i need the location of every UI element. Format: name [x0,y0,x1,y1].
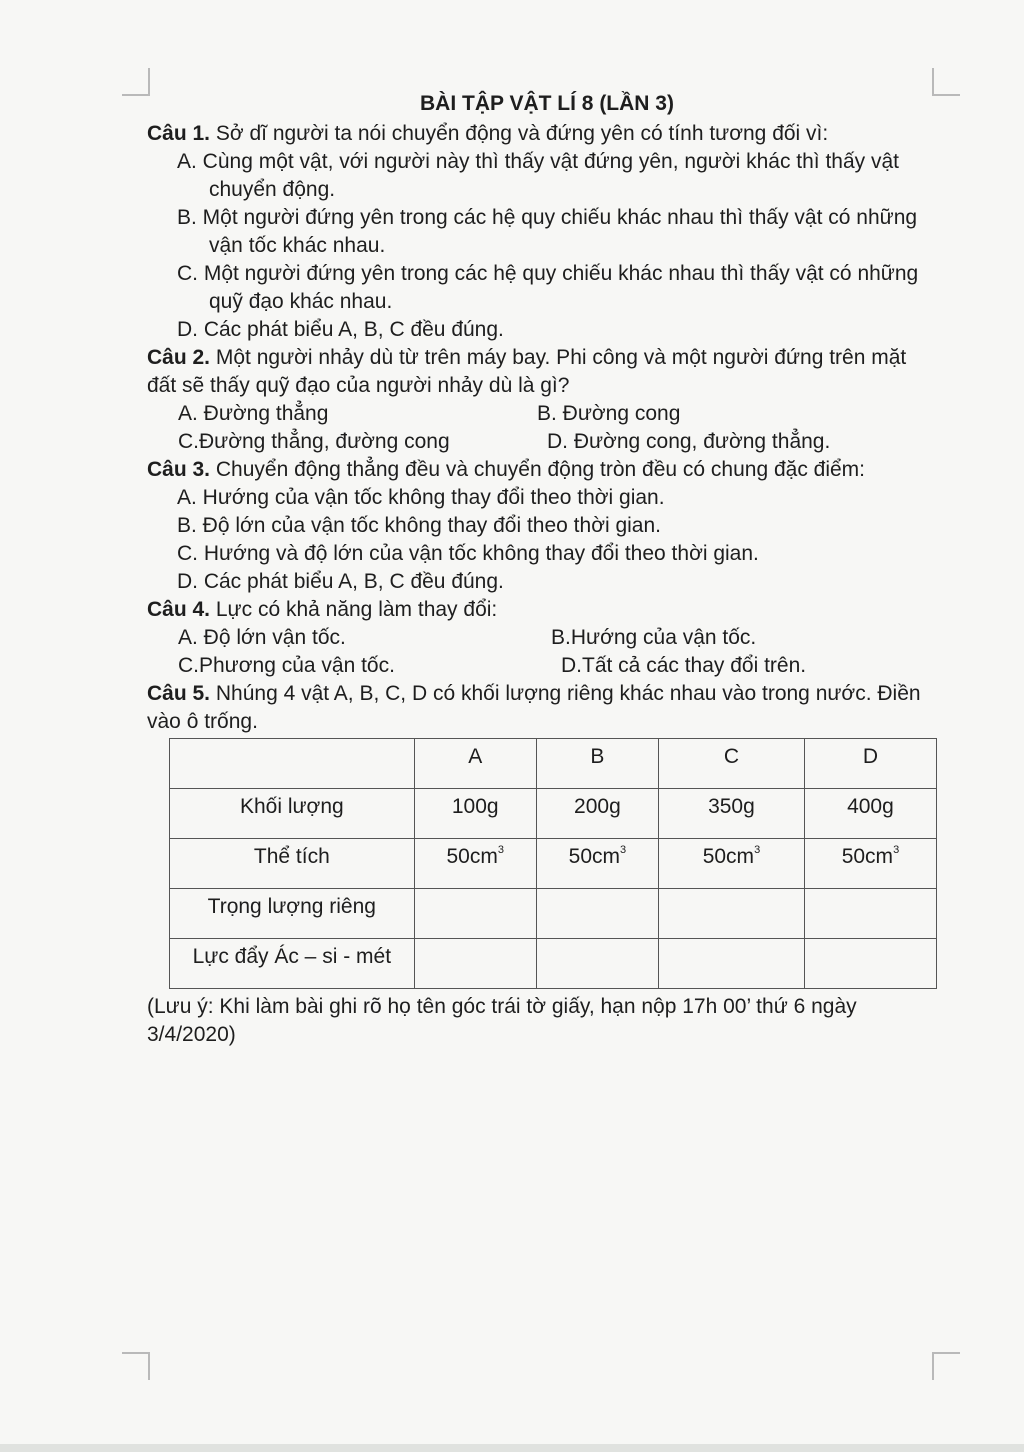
table-row-label: Trọng lượng riêng [170,889,415,939]
option-2d: D. Đường cong, đường thẳng. [547,430,831,453]
question-label: Câu 1. [147,122,211,145]
option-3c: C. Hướng và độ lớn của vận tốc không thay đổi theo thời gian. [177,542,759,565]
option-4d: D.Tất cả các thay đổi trên. [561,654,807,677]
table-header-cell [170,739,415,789]
option-3d: D. Các phát biểu A, B, C đều đúng. [177,570,504,593]
submission-note: (Lưu ý: Khi làm bài ghi rõ họ tên góc trái tờ giấy, hạn nộp 17h 00’ thứ 6 ngày 3/4/2020) [147,995,857,1046]
table-row [170,789,937,839]
table-row [170,889,937,939]
data-table [169,738,937,989]
table-row-label: Khối lượng [170,789,415,839]
question-text: Lực có khả năng làm thay đổi: [210,598,498,621]
question-2 [147,344,937,400]
options-row [147,624,937,652]
option-2c: C.Đường thẳng, đường cong [178,430,450,453]
option-1c: C. Một người đứng yên trong các hệ quy chiếu khác nhau thì thấy vật có những quỹ đạo khác nhau. [177,262,919,313]
table-cell: $50cm^3$ [804,839,936,889]
options-row [147,428,937,456]
table-cell[interactable] [804,889,936,939]
table-cell[interactable] [659,889,805,939]
question-5 [147,680,937,736]
option-2a: A. Đường thẳng [178,402,329,425]
question-label: Câu 3. [147,458,211,481]
table-cell: 100g [414,789,536,839]
table-cell[interactable] [659,939,805,989]
option-1b: B. Một người đứng yên trong các hệ quy chiếu khác nhau thì thấy vật có những vận tốc khác nhau. [177,206,918,257]
table-row [170,939,937,989]
option-3b: B. Độ lớn của vận tốc không thay đổi theo thời gian. [177,514,662,537]
question-text: Nhúng 4 vật A, B, C, D có khối lượng riêng khác nhau vào trong nước. Điền vào ô trống. [147,682,921,733]
table-cell[interactable] [536,889,658,939]
table-cell: $50cm^3$ [659,839,805,889]
page-title: BÀI TẬP VẬT LÍ 8 (LẦN 3) [420,92,674,115]
option-3a: A. Hướng của vận tốc không thay đổi theo thời gian. [177,486,665,509]
bottom-bar [0,1444,1024,1452]
question-label: Câu 5. [147,682,211,705]
table-cell[interactable] [414,939,536,989]
question-label: Câu 2. [147,346,211,369]
table-cell: $50cm^3$ [536,839,658,889]
question-4 [147,596,937,624]
question-3 [147,456,937,484]
table-cell: $50cm^3$ [414,839,536,889]
table-header-cell: C [659,739,805,789]
table-cell[interactable] [536,939,658,989]
options-row [147,652,937,680]
table-header-cell: A [414,739,536,789]
option-2b: B. Đường cong [537,402,681,425]
table-cell: 400g [804,789,936,839]
question-label: Câu 4. [147,598,211,621]
table-cell: 200g [536,789,658,839]
document-body [147,90,937,1049]
crop-mark-top-left [122,68,150,96]
table-row [170,839,937,889]
question-text: Chuyển động thẳng đều và chuyển động tròn đều có chung đặc điểm: [210,458,866,481]
option-4a: A. Độ lớn vận tốc. [178,626,346,649]
table-header-cell: D [804,739,936,789]
question-text: Sở dĩ người ta nói chuyển động và đứng yên có tính tương đối vì: [210,122,829,145]
table-cell: 350g [659,789,805,839]
table-header-cell: B [536,739,658,789]
table-row-label: Thể tích [170,839,415,889]
question-text: Một người nhảy dù từ trên máy bay. Phi công và một người đứng trên mặt đất sẽ thấy quỹ đạo của người nhảy dù là gì? [147,346,907,397]
table-row-label: Lực đẩy Ác – si - mét [170,939,415,989]
table-header-row [170,739,937,789]
table-cell[interactable] [414,889,536,939]
option-1a: A. Cùng một vật, với người này thì thấy vật đứng yên, người khác thì thấy vật chuyển động. [177,150,900,201]
crop-mark-bottom-left [122,1352,150,1380]
option-4b: B.Hướng của vận tốc. [551,626,757,649]
options-row [147,400,937,428]
crop-mark-bottom-right [932,1352,960,1380]
table-cell[interactable] [804,939,936,989]
option-4c: C.Phương của vận tốc. [178,654,395,677]
question-1 [147,120,937,148]
option-1d: D. Các phát biểu A, B, C đều đúng. [177,318,504,341]
